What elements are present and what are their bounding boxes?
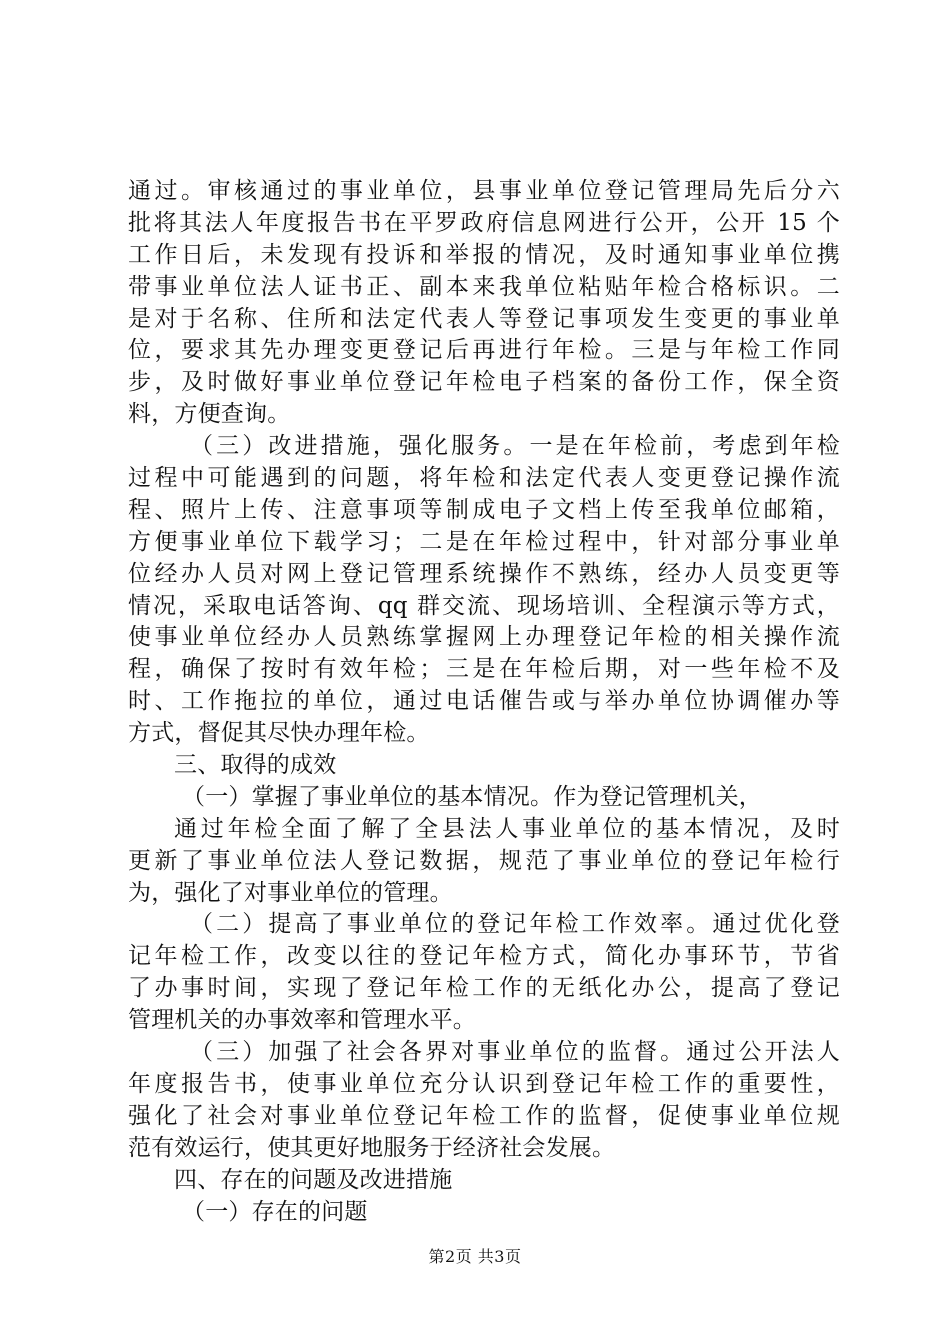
text-line: 情况，采取电话答询、qq 群交流、现场培训、全程演示等方式， bbox=[128, 592, 840, 619]
text-line: 时、工作拖拉的单位，通过电话催告或与举办单位协调催办等 bbox=[128, 688, 840, 715]
paragraph-heading-line: （三）加强了社会各界对事业单位的监督。通过公开法人 bbox=[190, 1039, 840, 1066]
text-line: 位，要求其先办理变更登记后再进行年检。三是与年检工作同 bbox=[128, 337, 840, 364]
text-line: 强化了社会对事业单位登记年检工作的监督，促使事业单位规 bbox=[128, 1102, 840, 1129]
paragraph-heading-line: （三）改进措施，强化服务。一是在年检前，考虑到年检 bbox=[190, 433, 840, 460]
section-heading: 四、存在的问题及改进措施 bbox=[174, 1166, 453, 1193]
text-line: 步，及时做好事业单位登记年检电子档案的备份工作，保全资 bbox=[128, 369, 840, 396]
section-heading: 三、取得的成效 bbox=[174, 752, 337, 779]
paragraph-heading-line: （二）提高了事业单位的登记年检工作效率。通过优化登 bbox=[190, 911, 840, 938]
text-line: 管理机关的办事效率和管理水平。 bbox=[128, 1007, 476, 1034]
text-line: 是对于名称、住所和法定代表人等登记事项发生变更的事业单 bbox=[128, 305, 840, 332]
paragraph-heading-line: （一）存在的问题 bbox=[182, 1198, 368, 1225]
page-number-footer: 第2页 共3页 bbox=[428, 1247, 522, 1266]
paragraph-heading-line: （一）掌握了事业单位的基本情况。作为登记管理机关， bbox=[182, 783, 762, 810]
text-line: 程，确保了按时有效年检；三是在年检后期，对一些年检不及 bbox=[128, 656, 840, 683]
text-line: 记年检工作，改变以往的登记年检方式，简化办事环节，节省 bbox=[128, 943, 840, 970]
text-line: 年度报告书，使事业单位充分认识到登记年检工作的重要性， bbox=[128, 1070, 840, 1097]
text-line: 通过。审核通过的事业单位，县事业单位登记管理局先后分六 bbox=[128, 178, 840, 204]
text-line: 了办事时间，实现了登记年检工作的无纸化办公，提高了登记 bbox=[128, 975, 840, 1002]
text-line: 带事业单位法人证书正、副本来我单位粘贴年检合格标识。二 bbox=[128, 273, 840, 300]
text-line: 程、照片上传、注意事项等制成电子文档上传至我单位邮箱， bbox=[128, 496, 840, 523]
text-line: 更新了事业单位法人登记数据，规范了事业单位的登记年检行 bbox=[128, 847, 840, 874]
document-body bbox=[128, 176, 840, 1228]
text-line: 料，方便查询。 bbox=[128, 401, 291, 428]
text-line: 批将其法人年度报告书在平罗政府信息网进行公开，公开 15 个 bbox=[128, 209, 840, 236]
text-line: 方便事业单位下载学习；二是在年检过程中，针对部分事业单 bbox=[128, 528, 840, 555]
text-line: 通过年检全面了解了全县法人事业单位的基本情况，及时 bbox=[174, 815, 840, 842]
text-line: 使事业单位经办人员熟练掌握网上办理登记年检的相关操作流 bbox=[128, 624, 840, 651]
text-line: 过程中可能遇到的问题，将年检和法定代表人变更登记操作流 bbox=[128, 465, 840, 492]
text-line: 位经办人员对网上登记管理系统操作不熟练，经办人员变更等 bbox=[128, 560, 840, 587]
text-line: 范有效运行，使其更好地服务于经济社会发展。 bbox=[128, 1134, 616, 1161]
text-line: 方式，督促其尽快办理年检。 bbox=[128, 720, 430, 747]
text-line: 为，强化了对事业单位的管理。 bbox=[128, 879, 453, 906]
text-line: 工作日后，未发现有投诉和举报的情况，及时通知事业单位携 bbox=[128, 241, 840, 268]
